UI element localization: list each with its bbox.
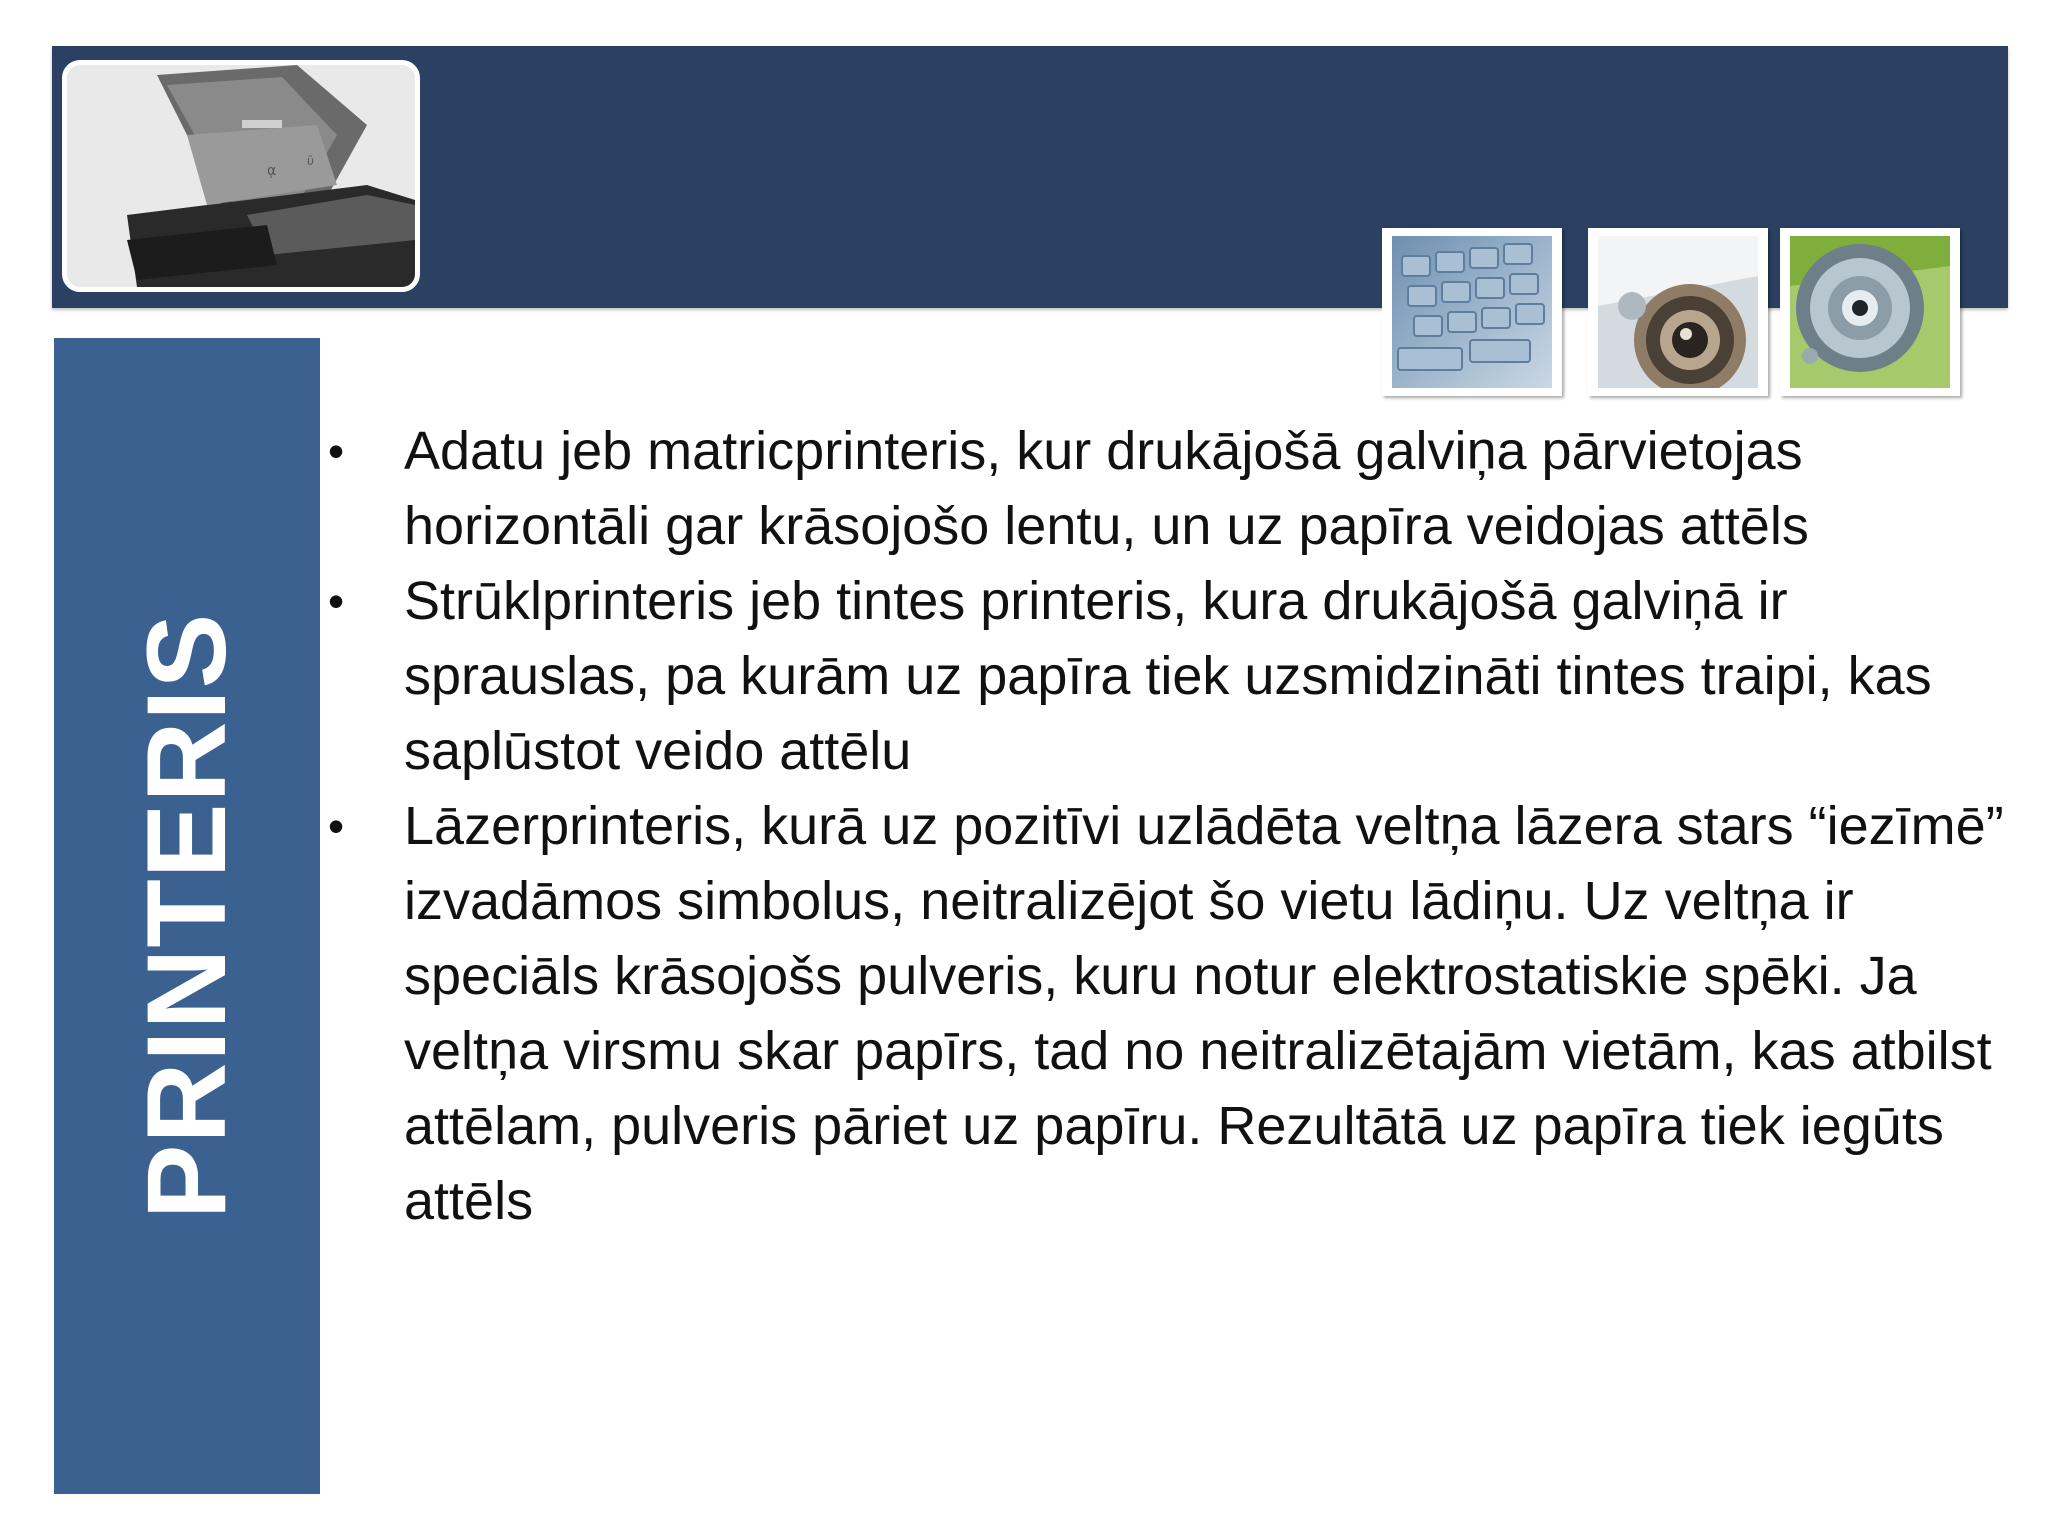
svg-text:ᾳ: ᾳ [267,163,277,179]
bullet-text: Adatu jeb matricprinteris, kur drukājošā galviņa pārvietojas horizontāli gar krāsojošo lentu, un uz papīra veidojas attēls [404,421,1809,556]
bullet-dot: • [328,575,345,627]
disc-drive-photo [1780,228,1960,396]
bullet-dot: • [328,425,345,477]
keyboard-photo [1382,228,1562,396]
list-item [316,789,2036,1239]
list-item [316,414,2036,564]
list-item [316,564,2036,789]
printer-photo [62,60,420,292]
slide-title: PRINTERIS [124,612,249,1220]
camera-lens-photo [1588,228,1768,396]
bullet-dot: • [328,800,345,852]
bullet-text: Strūklprinteris jeb tintes printeris, kura drukājošā galviņā ir sprauslas, pa kurām uz papīra tiek uzsmidzināti tintes traipi, kas saplūstot veido attēlu [404,571,1932,781]
bullet-list [316,414,2036,1239]
bullet-text: Lāzerprinteris, kurā uz pozitīvi uzlādēta veltņa lāzera stars “iezīmē” izvadāmos simbolus, neitralizējot šo vietu lādiņu. Uz veltņa ir speciāls krāsojošs pulveris, kuru notur elektrostatiskie spēki. Ja veltņa virsmu skar papīrs, tad no neitralizētajām vietām, kas atbilst attēlam, pulveris pāriet uz papīru. Rezultātā uz papīra tiek iegūts attēls [404,796,2004,1231]
svg-text:ϋ: ϋ [307,154,314,168]
